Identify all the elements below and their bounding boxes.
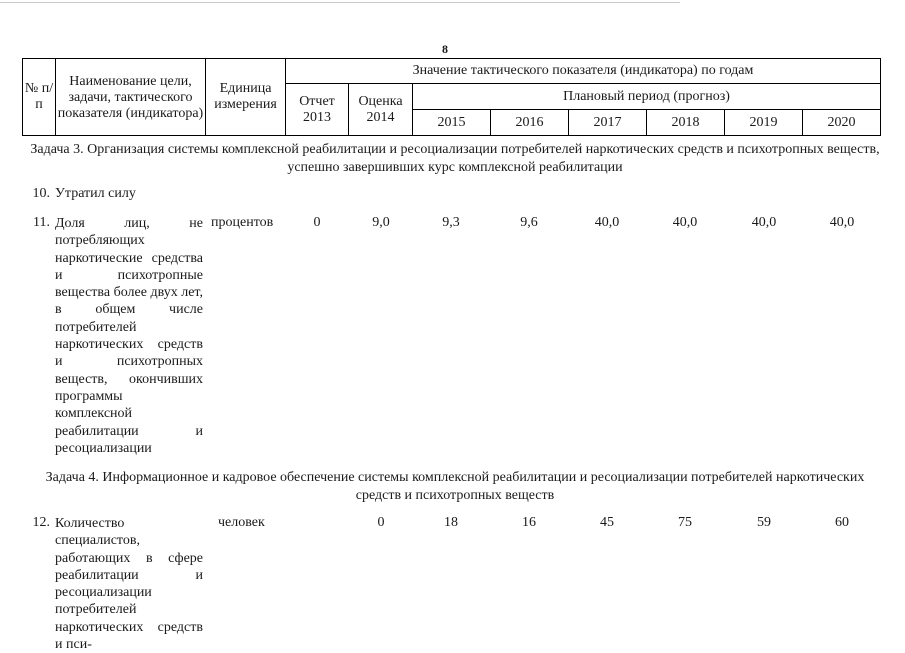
row-12-value-2016: 16 [522,515,536,530]
row-12-number: 12. [32,515,50,530]
header-year: 2019 [725,110,803,136]
task-3-heading: Задача 3. Организация системы комплексной реабилитации и ресоциализации потребителей наркотических средств и психотропных веществ, успешно завершивших курс комплексной реабилитации [30,142,880,175]
header-col-report: Отчет 2013 [286,84,349,136]
row-12-unit: человек [218,515,265,530]
row-11-value-2020: 40,0 [829,215,855,230]
row-12-value-2014: 0 [377,515,385,530]
row-11-value-2015: 9,3 [442,215,460,230]
row-12-indicator-name: Количество специалистов, работающих в сфере реабилитации и ресоциализации потребителей наркотических средств и пси- [55,516,203,653]
row-10-text: Утратил силу [55,186,136,201]
indicator-table-header [22,58,881,136]
row-12-value-2018: 75 [678,515,692,530]
header-col-name: Наименование цели, задачи, тактического показателя (индикатора) [56,59,206,136]
row-10-number: 10. [32,186,50,201]
task-4-heading: Задача 4. Информационное и кадровое обеспечение системы комплексной реабилитации и ресоциализации потребителей наркотических средств и психотропных веществ [45,470,865,503]
header-col-plan: Плановый период (прогноз) [413,84,881,110]
header-col-values: Значение тактического показателя (индикатора) по годам [286,59,881,84]
header-year: 2017 [569,110,647,136]
row-11-value-2013: 0 [313,215,321,230]
row-12-value-2015: 18 [444,515,458,530]
header-year: 2018 [647,110,725,136]
row-12-value-2020: 60 [835,515,849,530]
row-11-value-2018: 40,0 [672,215,698,230]
header-col-estimate: Оценка 2014 [349,84,413,136]
row-11-value-2014: 9,0 [372,215,390,230]
row-11-value-2016: 9,6 [520,215,538,230]
row-11-number: 11. [33,215,50,230]
row-12-value-2017: 45 [600,515,614,530]
row-11-value-2017: 40,0 [594,215,620,230]
header-col-number: № п/п [23,59,56,136]
header-year: 2020 [803,110,881,136]
header-year: 2015 [413,110,491,136]
page-number: 8 [442,42,448,56]
row-11-unit: процентов [211,215,274,230]
row-11-indicator-name: Доля лиц, не потребляющих наркотические средства и психотропные вещества более двух лет, в общем числе потребителей наркотических средств и психотропных веществ, окончивших программы комплексной реабилитации и ресоциализации [55,216,203,456]
row-11-value-2019: 40,0 [751,215,777,230]
row-12-value-2019: 59 [757,515,771,530]
header-col-unit: Единица измерения [206,59,286,136]
page-top-edge [0,2,680,3]
header-year: 2016 [491,110,569,136]
